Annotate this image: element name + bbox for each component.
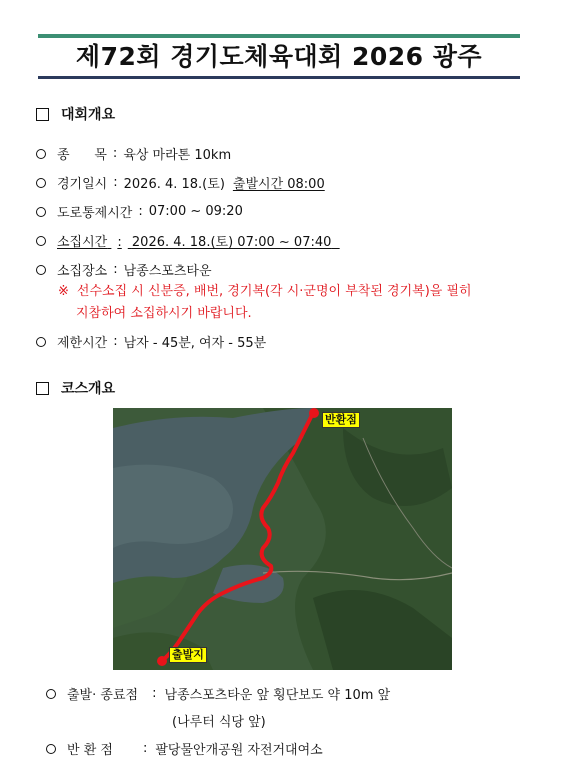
circle-bullet-icon	[36, 149, 46, 159]
start-finish-note: (나루터 식당 앞)	[172, 715, 266, 730]
limit-label: 제한시간	[57, 336, 108, 351]
square-bullet-icon	[36, 382, 49, 395]
gather-place-row	[36, 260, 212, 279]
page-title: 제72회 경기도체육대회 2026 광주	[75, 42, 483, 71]
title-top-rule	[38, 34, 520, 38]
colon: :	[152, 686, 157, 701]
traffic-label: 도로통제시간	[57, 206, 133, 221]
turnaround-label: 반 환 점	[67, 743, 113, 758]
circle-bullet-icon	[36, 337, 46, 347]
course-map-image	[113, 408, 452, 670]
section-overview-heading	[36, 104, 115, 124]
notice-line-1	[58, 281, 538, 303]
colon: :	[113, 262, 118, 277]
circle-bullet-icon	[36, 236, 46, 246]
start-marker	[157, 656, 167, 666]
course-map	[113, 408, 452, 670]
date-value: 2026. 4. 18.(토)	[123, 177, 225, 192]
circle-bullet-icon	[36, 178, 46, 188]
limit-row	[36, 332, 266, 351]
gather-place-value: 남종스포츠타운	[123, 264, 212, 279]
colon: :	[113, 334, 118, 349]
section-course-title: 코스개요	[61, 381, 116, 397]
notice-block	[58, 281, 538, 325]
turnaround-row	[46, 739, 323, 758]
circle-bullet-icon	[46, 689, 56, 699]
event-label: 종 목	[57, 148, 107, 163]
notice-mark: ※	[58, 284, 69, 299]
circle-bullet-icon	[36, 207, 46, 217]
colon: :	[138, 204, 143, 219]
square-bullet-icon	[36, 108, 49, 121]
start-time: 출발시간 08:00	[232, 177, 325, 192]
traffic-value: 07:00 ~ 09:20	[148, 204, 243, 219]
traffic-row	[36, 202, 243, 221]
colon: :	[117, 235, 122, 250]
start-finish-label: 출발· 종료점	[67, 688, 139, 703]
gather-time-value: 2026. 4. 18.(토) 07:00 ~ 07:40	[131, 235, 332, 250]
turnaround-value: 팔당물안개공원 자전거대여소	[155, 743, 323, 758]
circle-bullet-icon	[36, 265, 46, 275]
gather-time-row	[36, 231, 340, 250]
turnaround-marker	[309, 408, 319, 418]
title-bottom-rule	[38, 76, 520, 79]
limit-value: 남자 - 45분, 여자 - 55분	[123, 336, 267, 351]
notice-text-1: 선수소집 시 신분증, 배번, 경기복(각 시·군명이 부착된 경기복)을 필히	[76, 284, 472, 299]
circle-bullet-icon	[46, 744, 56, 754]
section-course-heading	[36, 378, 115, 398]
date-row	[36, 173, 325, 192]
event-value: 육상 마라톤 10km	[123, 148, 232, 163]
section-overview-title: 대회개요	[61, 107, 116, 123]
start-map-label: 출발지	[169, 647, 207, 663]
gather-place-label: 소집장소	[57, 264, 108, 279]
start-finish-value: 남종스포츠타운 앞 횡단보도 약 10m 앞	[164, 688, 391, 703]
gather-time-underlined	[57, 231, 340, 250]
turnaround-map-label: 반환점	[322, 412, 360, 428]
event-row	[36, 144, 231, 163]
date-label: 경기일시	[57, 177, 108, 192]
colon: :	[142, 741, 148, 756]
colon: :	[113, 175, 118, 190]
gather-time-label: 소집시간	[57, 235, 108, 250]
notice-text-2: 지참하여 소집하시기 바랍니다.	[76, 306, 252, 321]
start-finish-row	[46, 684, 390, 703]
colon: :	[112, 146, 118, 161]
